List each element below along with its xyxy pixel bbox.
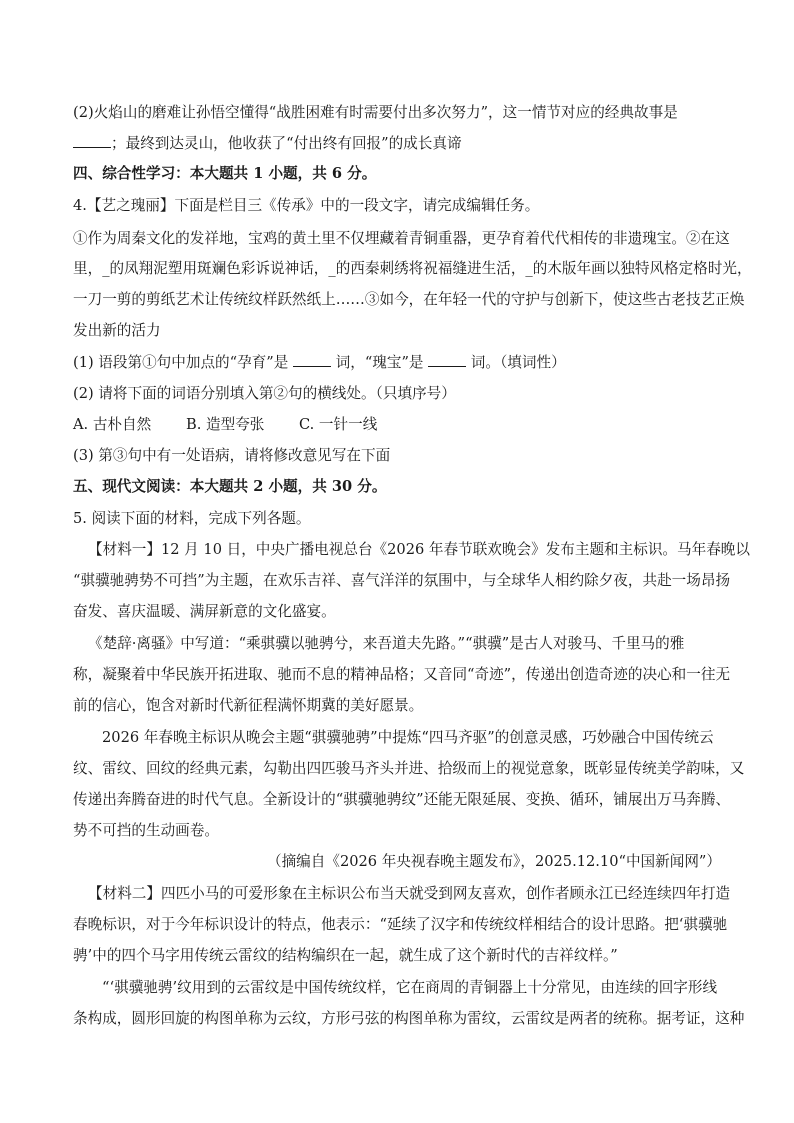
option-a: A. 古朴自然: [73, 416, 152, 433]
material-2-line: 条构成，圆形回旋的构图单称为云纹，方形弓弦的构图单称为雷纹，云雷纹是两者的统称。据考证，这种: [73, 1010, 745, 1027]
material-1-line: 势不可挡的生动画卷。: [73, 822, 219, 839]
passage-line: 发出新的活力: [73, 322, 161, 339]
source-citation: （摘编自《2026 年央视春晚主题发布》，2025.12.10“中国新闻网”）: [266, 853, 721, 870]
material-2-line: 春晚标识，对于今年标识设计的特点，他表示：“延续了汉字和传统纹样相结合的设计思路。把‘骐骥驰: [73, 916, 728, 933]
answer-blank[interactable]: [293, 352, 331, 367]
sub-question-2: (2) 请将下面的词语分别填入第②句的横线处。（只填序号）: [73, 385, 456, 402]
material-1-line: 传递出奔腾奋进的时代气息。全新设计的“骐骥驰骋纹”还能无限延展、变换、循环，铺展出万马奔腾、: [73, 791, 731, 808]
material-1-line: 【材料一】12 月 10 日，中央广播电视总台《2026 年春节联欢晚会》发布主题和主标识。马年春晚以: [88, 541, 750, 558]
material-1-line: 《楚辞·离骚》中写道：“乘骐骥以驰骋兮，来吾道夫先路。”“骐骥”是古人对骏马、千里马的雅: [88, 635, 685, 652]
question-2-answer-line: [0, 133, 794, 154]
option-list: [0, 415, 794, 435]
option-b: B. 造型夸张: [186, 416, 265, 433]
material-1-line: 奋发、喜庆温暖、满屏新意的文化盛宴。: [73, 603, 336, 620]
material-1-line: 纹、雷纹、回纹的经典元素，勾勒出四匹骏马齐头并进、拾级而上的视觉意象，既彰显传统美学韵味，又: [73, 760, 745, 777]
material-2-line: “‘骐骥驰骋’纹用到的云雷纹是中国传统纹样，它在商周的青铜器上十分常见，由连续的回字形线: [102, 979, 718, 996]
passage-line: 一刀一剪的剪纸艺术让传统纹样跃然纸上……③如今，在年轻一代的守护与创新下，使这些古老技艺正焕: [73, 291, 745, 308]
option-c: C. 一针一线: [299, 416, 378, 433]
question-2-line: (2)火焰山的磨难让孙悟空懂得“战胜困难有时需要付出多次努力”，这一情节对应的经典故事是: [73, 104, 678, 121]
material-2-line: 骋’中的四个马字用传统云雷纹的结构编织在一起，就生成了这个新时代的吉祥纹样。”: [73, 947, 618, 964]
material-2-line: 【材料二】四匹小马的可爱形象在主标识公布当天就受到网友喜欢，创作者顾永江已经连续四年打造: [88, 885, 731, 902]
material-1-line: “骐骥驰骋势不可挡”为主题，在欢乐吉祥、喜气洋洋的氛围中，与全球华人相约除夕夜，共赴一场昂扬: [73, 572, 731, 589]
answer-blank[interactable]: [428, 352, 466, 367]
answer-blank[interactable]: [73, 133, 111, 148]
sub-question-1-part-b: 词，“瑰宝”是: [331, 354, 429, 371]
section-heading-5: 五、现代文阅读：本大题共 2 小题，共 30 分。: [73, 478, 387, 495]
sub-question-1-part-c: 词。（填词性）: [466, 354, 566, 371]
passage-line: ①作为周秦文化的发祥地，宝鸡的黄土里不仅埋藏着青铜重器，更孕育着代代相传的非遗瑰宝。②在这: [73, 230, 730, 247]
material-1-line: 2026 年春晚主标识从晚会主题“骐骥驰骋”中提炼“四马齐驱”的创意灵感，巧妙融合中国传统云: [102, 729, 714, 746]
question-4-stem: 4.【艺之瑰丽】下面是栏目三《传承》中的一段文字，请完成编辑任务。: [73, 197, 540, 214]
section-heading-4: 四、综合性学习：本大题共 1 小题，共 6 分。: [73, 165, 377, 182]
sub-question-1-part-a: (1) 语段第①句中加点的“孕育”是: [73, 354, 293, 371]
material-1-line: 前的信心，饱含对新时代新征程满怀期冀的美好愿景。: [73, 697, 424, 714]
question-2-continuation: ；最终到达灵山，他收获了“付出终有回报”的成长真谛: [111, 135, 462, 152]
material-1-line: 称，凝聚着中华民族开拓进取、驰而不息的精神品格；又音同“奇迹”，传递出创造奇迹的决心和一往无: [73, 666, 731, 683]
passage-line: 里，_的凤翔泥塑用斑斓色彩诉说神话，_的西秦刺绣将祝福缝进生活，_的木版年画以独特风格定格时光，: [73, 260, 752, 277]
sub-question-1: [0, 352, 794, 373]
question-5-stem: 5. 阅读下面的材料，完成下列各题。: [73, 510, 311, 527]
sub-question-3: (3) 第③句中有一处语病，请将修改意见写在下面: [73, 447, 391, 464]
